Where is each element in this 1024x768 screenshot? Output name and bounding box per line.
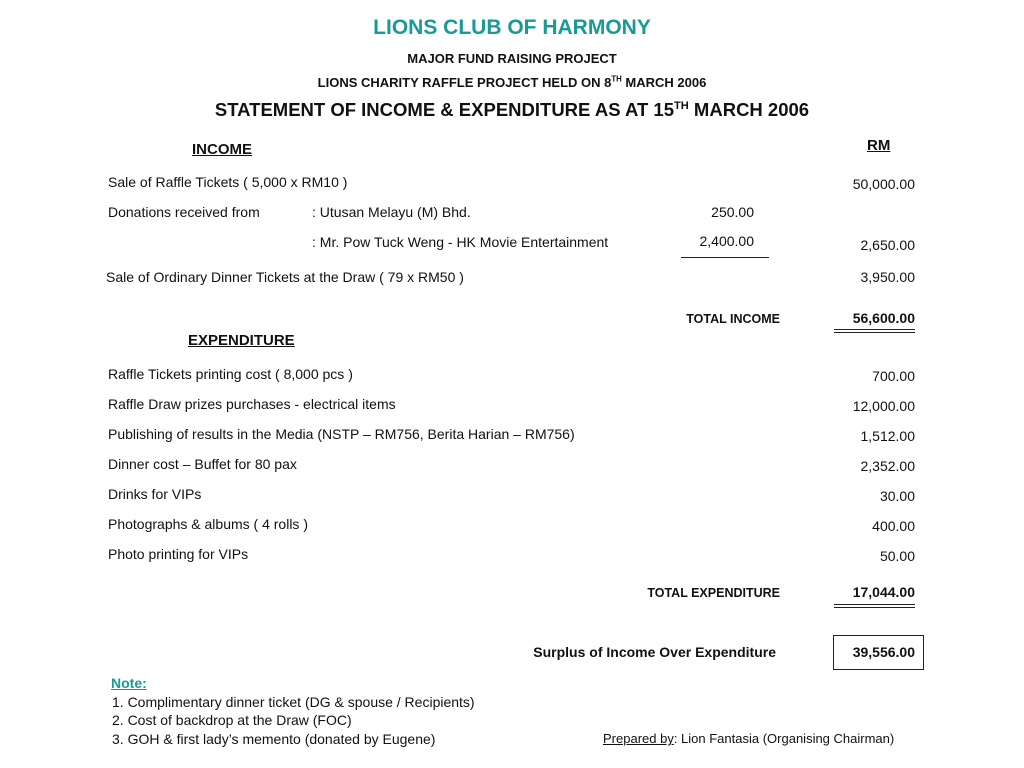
donations-total: 2,650.00 <box>860 237 915 253</box>
expense-amount: 30.00 <box>879 488 915 504</box>
expenditure-heading: EXPENDITURE <box>188 332 295 349</box>
expense-label: Publishing of results in the Media (NSTP – RM756, Berita Harian – RM756) <box>108 426 575 442</box>
expense-amount: 1,512.00 <box>860 428 915 444</box>
donor-2-amount: 2,400.00 <box>699 233 754 249</box>
ordinal-suffix: TH <box>674 99 689 112</box>
currency-header: RM <box>867 137 891 154</box>
club-title: LIONS CLUB OF HARMONY <box>373 16 651 39</box>
donor-1-amount: 250.00 <box>711 204 754 220</box>
prepared-by-value: : Lion Fantasia (Organising Chairman) <box>673 731 895 746</box>
donations-label: Donations received from <box>108 204 260 220</box>
expense-label: Drinks for VIPs <box>108 486 202 502</box>
donor-2-name: : Mr. Pow Tuck Weng - HK Movie Entertainment <box>312 234 609 250</box>
total-income-amount: 56,600.00 <box>852 310 915 326</box>
statement-title-date: MARCH 2006 <box>688 99 810 120</box>
notes-heading: Note: <box>111 675 147 691</box>
raffle-subtitle-date: MARCH 2006 <box>621 75 707 90</box>
donor-1-name: : Utusan Melayu (M) Bhd. <box>312 204 471 220</box>
prepared-by <box>603 731 894 746</box>
dinner-sales-amount: 3,950.00 <box>860 269 915 285</box>
expense-amount: 50.00 <box>879 548 915 564</box>
statement-title <box>0 99 1024 121</box>
expense-label: Raffle Draw prizes purchases - electrical items <box>108 396 396 412</box>
expense-amount: 12,000.00 <box>852 398 915 414</box>
raffle-sales-amount: 50,000.00 <box>852 176 915 192</box>
note-item: 2. Cost of backdrop at the Draw (FOC) <box>112 712 352 728</box>
subtotal-underline <box>681 257 769 258</box>
raffle-subtitle-text: LIONS CHARITY RAFFLE PROJECT HELD ON 8 <box>317 75 612 90</box>
note-item: 1. Complimentary dinner ticket (DG & spouse / Recipients) <box>112 694 475 710</box>
prepared-by-label: Prepared by <box>603 731 674 746</box>
surplus-label: Surplus of Income Over Expenditure <box>533 644 776 660</box>
raffle-sales-label: Sale of Raffle Tickets ( 5,000 x RM10 ) <box>108 174 348 190</box>
expense-amount: 400.00 <box>872 518 915 534</box>
expense-label: Raffle Tickets printing cost ( 8,000 pcs ) <box>108 366 353 382</box>
income-heading: INCOME <box>192 141 252 158</box>
ordinal-suffix: TH <box>611 74 622 84</box>
raffle-subtitle <box>0 75 1024 90</box>
note-item: 3. GOH & first lady’s memento (donated by Eugene) <box>112 731 436 747</box>
surplus-amount: 39,556.00 <box>852 644 915 660</box>
total-expenditure-label: TOTAL EXPENDITURE <box>647 586 780 600</box>
total-income-double-underline <box>834 329 915 333</box>
statement-title-text: STATEMENT OF INCOME & EXPENDITURE AS AT 15 <box>214 99 674 120</box>
total-expenditure-amount: 17,044.00 <box>852 584 915 600</box>
expense-label: Photographs & albums ( 4 rolls ) <box>108 516 308 532</box>
dinner-sales-label: Sale of Ordinary Dinner Tickets at the Draw ( 79 x RM50 ) <box>106 269 464 285</box>
expense-amount: 700.00 <box>872 368 915 384</box>
total-income-label: TOTAL INCOME <box>686 312 780 326</box>
total-expenditure-double-underline <box>834 604 915 608</box>
expense-amount: 2,352.00 <box>860 458 915 474</box>
project-subtitle: MAJOR FUND RAISING PROJECT <box>407 51 617 66</box>
expense-label: Dinner cost – Buffet for 80 pax <box>108 456 297 472</box>
expense-label: Photo printing for VIPs <box>108 546 249 562</box>
